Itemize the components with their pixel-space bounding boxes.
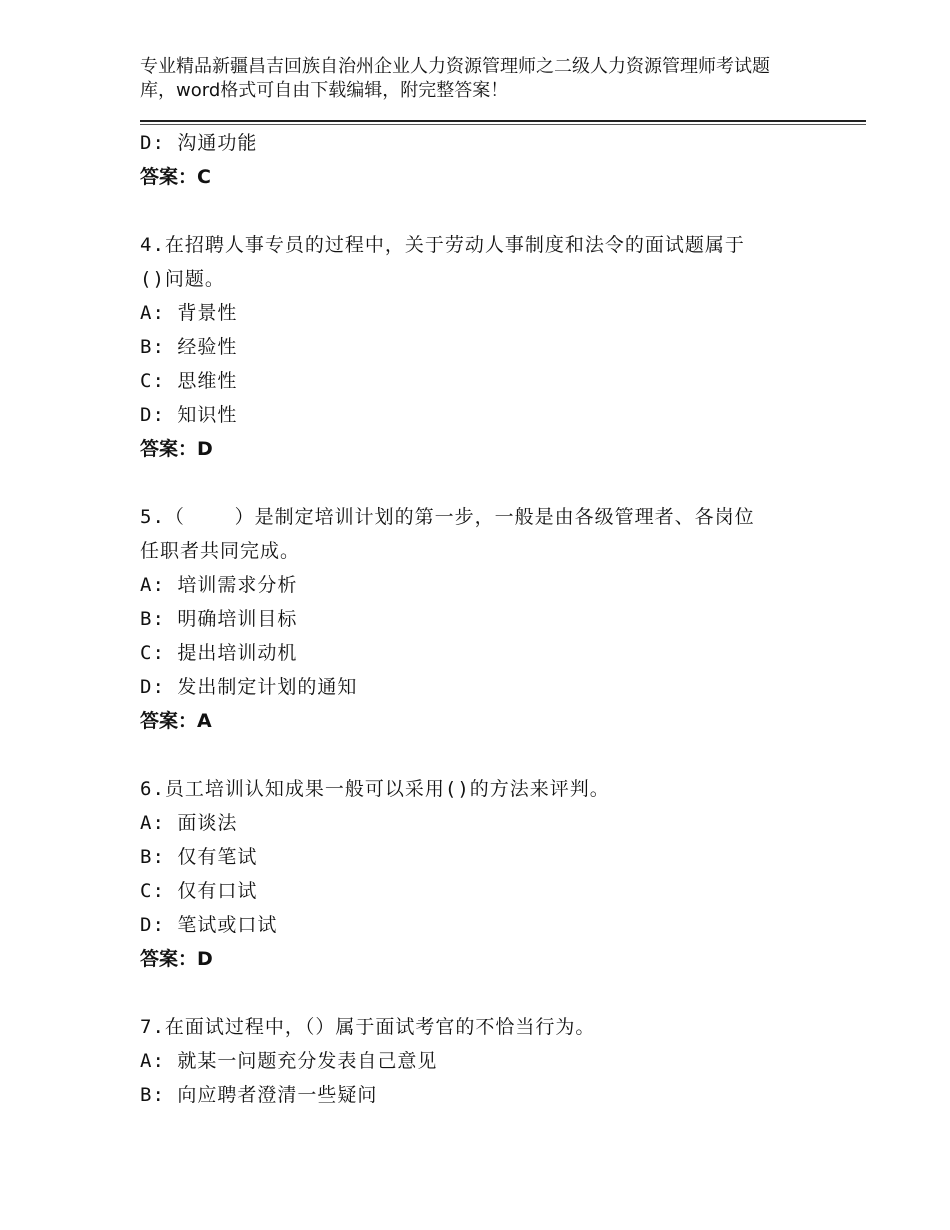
option-c: C: 仅有口试 bbox=[140, 880, 258, 902]
spacer bbox=[140, 466, 830, 500]
option-d: D: 笔试或口试 bbox=[140, 914, 278, 936]
question-5 bbox=[140, 500, 830, 738]
header-line-1: 专业精品新疆昌吉回族自治州企业人力资源管理师之二级人力资源管理师考试题 bbox=[140, 56, 770, 77]
header-divider-thin bbox=[140, 124, 866, 125]
option-a: A: 就某一问题充分发表自己意见 bbox=[140, 1050, 438, 1072]
option-a: A: 面谈法 bbox=[140, 812, 238, 834]
option-a: A: 背景性 bbox=[140, 302, 238, 324]
spacer bbox=[140, 194, 830, 228]
header-divider-thick bbox=[140, 120, 866, 122]
question-stem-cont: ()问题。 bbox=[140, 268, 225, 290]
question-6 bbox=[140, 772, 830, 976]
option-c: C: 提出培训动机 bbox=[140, 642, 298, 664]
answer-label: 答案：C bbox=[140, 166, 211, 188]
question-3-tail bbox=[140, 126, 830, 194]
question-stem: 7.在面试过程中，（）属于面试考官的不恰当行为。 bbox=[140, 1016, 596, 1038]
option-d: D: 沟通功能 bbox=[140, 132, 258, 154]
spacer bbox=[140, 738, 830, 772]
header-line-2: 库，word格式可自由下载编辑，附完整答案！ bbox=[140, 80, 509, 101]
answer-label: 答案：D bbox=[140, 948, 213, 970]
question-stem-cont: 任职者共同完成。 bbox=[140, 540, 301, 562]
answer-label: 答案：D bbox=[140, 438, 213, 460]
option-d: D: 知识性 bbox=[140, 404, 238, 426]
question-7 bbox=[140, 1010, 830, 1112]
question-stem: 6.员工培训认知成果一般可以采用()的方法来评判。 bbox=[140, 778, 610, 800]
document-header bbox=[140, 55, 830, 103]
option-d: D: 发出制定计划的通知 bbox=[140, 676, 358, 698]
question-list bbox=[140, 126, 830, 1112]
option-b: B: 经验性 bbox=[140, 336, 238, 358]
option-b: B: 明确培训目标 bbox=[140, 608, 298, 630]
option-a: A: 培训需求分析 bbox=[140, 574, 298, 596]
option-b: B: 仅有笔试 bbox=[140, 846, 258, 868]
option-c: C: 思维性 bbox=[140, 370, 238, 392]
spacer bbox=[140, 976, 830, 1010]
question-stem: 4.在招聘人事专员的过程中，关于劳动人事制度和法令的面试题属于 bbox=[140, 234, 745, 256]
question-4 bbox=[140, 228, 830, 466]
question-stem: 5.（ ）是制定培训计划的第一步，一般是由各级管理者、各岗位 bbox=[140, 506, 755, 528]
option-b: B: 向应聘者澄清一些疑问 bbox=[140, 1084, 378, 1106]
answer-label: 答案：A bbox=[140, 710, 212, 732]
